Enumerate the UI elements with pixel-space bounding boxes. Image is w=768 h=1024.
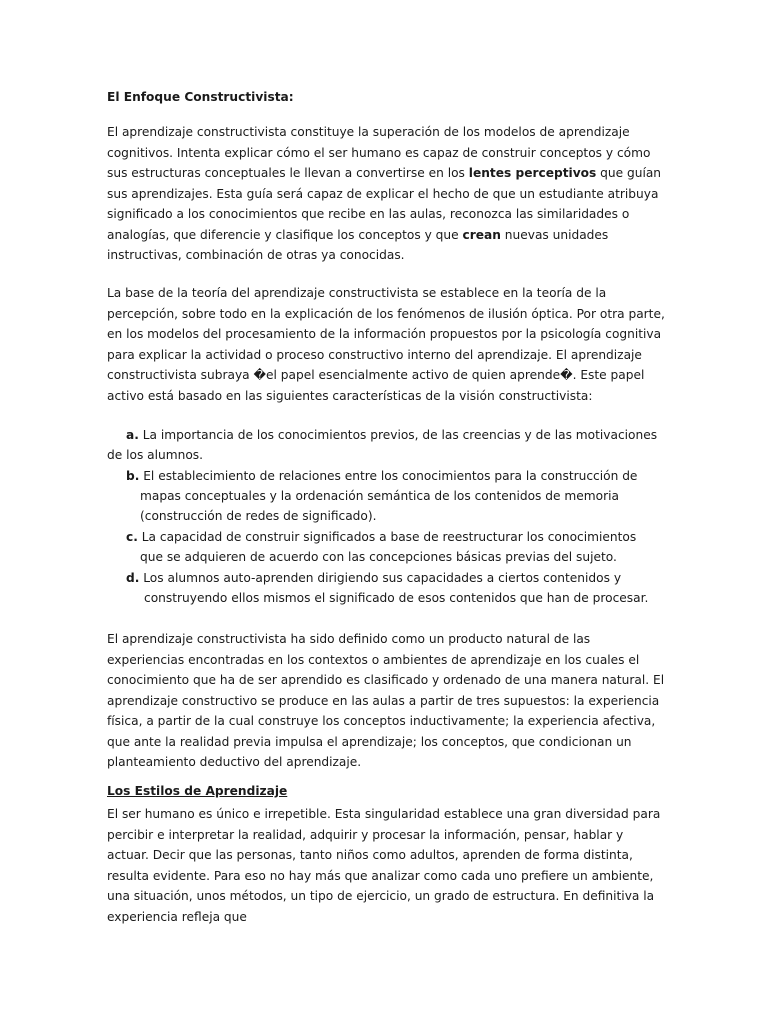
list-text: El establecimiento de relaciones entre los conocimientos para la construcción de <box>143 469 638 483</box>
paragraph-1-bold-a: lentes perceptivos <box>468 166 597 180</box>
list-item-b <box>126 469 637 483</box>
list-item-d <box>126 571 621 585</box>
list-item-b-cont: (construcción de redes de significado). <box>140 509 377 523</box>
paragraph-1-bold-b: crean <box>462 227 501 242</box>
list-item-b-cont: mapas conceptuales y la ordenación semántica de los contenidos de memoria <box>140 489 619 503</box>
list-item-c <box>126 530 636 544</box>
paragraph-1-text-c: nuevas unidades instructivas, combinación de otras ya conocidas. <box>107 227 609 262</box>
list-text: La importancia de los conocimientos previos, de las creencias y de las motivaciones <box>142 428 658 442</box>
paragraph-4: El ser humano es único e irrepetible. Esta singularidad establece una gran diversidad para percibir e interpretar la realidad, adquirir y procesar la información, pensar, hablar y actuar. Decir que las personas, tanto niños como adultos, aprenden de forma distinta, resulta evidente. Para eso no hay más que analizar como cada uno prefiere un ambiente, una situación, unos métodos, un tipo de ejercicio, un grado de estructura. En definitiva la experiencia refleja que <box>107 807 661 924</box>
list-item-a <box>126 428 657 442</box>
paragraph-2: La base de la teoría del aprendizaje constructivista se establece en la teoría de la percepción, sobre todo en la explicación de los fenómenos de ilusión óptica. Por otra parte, en los modelos del procesamiento de la información propuestos por la psicología cognitiva para explicar la actividad o proceso constructivo interno del aprendizaje. El aprendizaje constructivista subraya �el papel esencialmente activo de quien aprende�. Este papel activo está basado en las siguientes características de la visión constructivista: <box>107 286 665 403</box>
list-marker: b. <box>126 469 140 483</box>
paragraph-1-text-a: El aprendizaje constructivista constituye la superación de los modelos de aprendizaje cognitivos. Intenta explicar cómo el ser humano es capaz de construir conceptos y cómo sus estructuras conceptuales le llevan a convertirse en los <box>107 125 651 180</box>
section-heading-estilos: Los Estilos de Aprendizaje <box>107 784 288 798</box>
paragraph-1 <box>107 122 667 266</box>
list-item-c-cont: que se adquieren de acuerdo con las concepciones básicas previas del sujeto. <box>140 550 617 564</box>
paragraph-3: El aprendizaje constructivista ha sido definido como un producto natural de las experiencias encontradas en los contextos o ambientes de aprendizaje en los cuales el conocimiento que ha de ser aprendido es clasificado y ordenado de una manera natural. El aprendizaje constructivo se produce en las aulas a partir de tres supuestos: la experiencia física, a partir de la cual construye los conceptos inductivamente; la experiencia afectiva, que ante la realidad previa impulsa el aprendizaje; los conceptos, que condicionan un planteamiento deductivo del aprendizaje. <box>107 632 665 769</box>
paragraph-1-text-b: que guían sus aprendizajes. Esta guía será capaz de explicar el hecho de que un estudiante atribuya significado a los conocimientos que recibe en las aulas, reconozca las similaridades o analogías, que diferencie y clasifique los conceptos y que <box>107 166 662 242</box>
list-marker: c. <box>126 530 138 544</box>
list-marker: a. <box>126 428 139 442</box>
list-marker: d. <box>126 571 140 585</box>
section-title: El Enfoque Constructivista: <box>107 90 294 104</box>
list-item-d-cont: construyendo ellos mismos el significado de esos contenidos que han de procesar. <box>144 591 649 605</box>
list-item-a-cont: de los alumnos. <box>107 448 204 462</box>
list-text: La capacidad de construir significados a base de reestructurar los conocimientos <box>141 530 637 544</box>
list-text: Los alumnos auto-aprenden dirigiendo sus capacidades a ciertos contenidos y <box>143 571 622 585</box>
